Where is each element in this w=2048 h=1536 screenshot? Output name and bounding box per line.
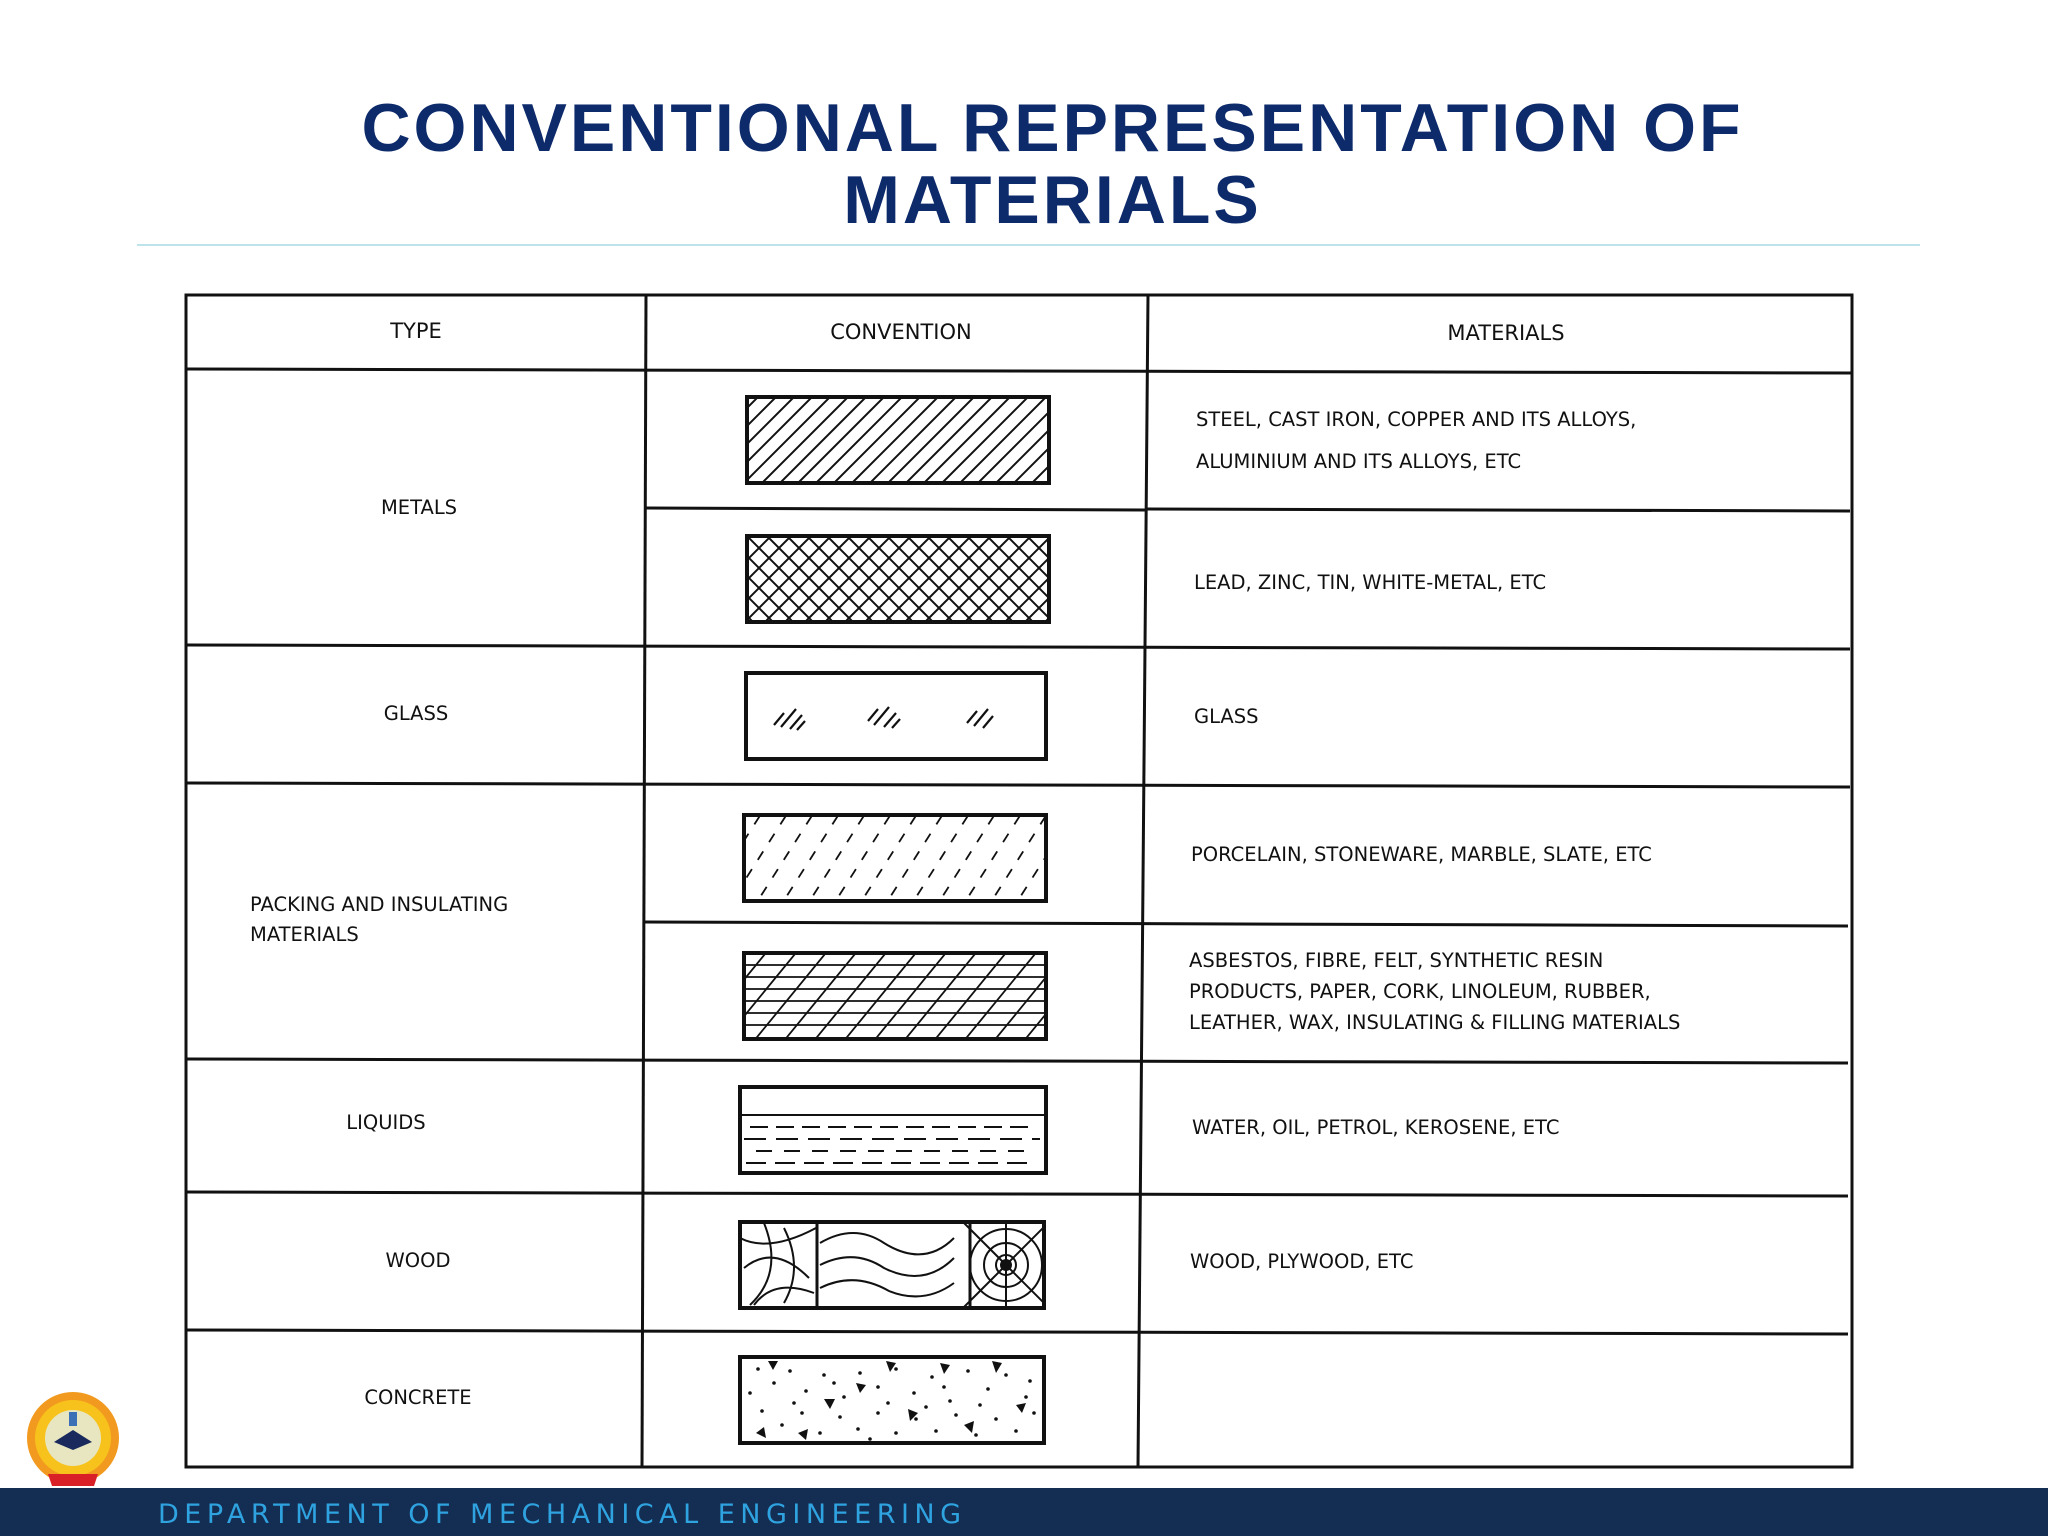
type-concrete: CONCRETE <box>364 1386 472 1409</box>
materials-row-4-line-1: PORCELAIN, STONEWARE, MARBLE, SLATE, ETC <box>1191 843 1652 866</box>
materials-row-5-line-1: ASBESTOS, FIBRE, FELT, SYNTHETIC RESIN <box>1189 949 1604 972</box>
table-grid <box>186 295 1852 1467</box>
convention-metals-steel <box>657 393 1140 498</box>
footer-department: DEPARTMENT OF MECHANICAL ENGINEERING <box>158 1499 967 1530</box>
convention-concrete <box>740 1357 1044 1443</box>
convention-porcelain <box>698 803 1106 913</box>
type-liquids: LIQUIDS <box>346 1111 426 1134</box>
title-divider <box>137 244 1920 246</box>
header-materials: MATERIALS <box>1447 321 1565 345</box>
type-glass: GLASS <box>383 702 449 725</box>
type-metals: METALS <box>380 496 458 519</box>
header-convention: CONVENTION <box>830 320 972 344</box>
materials-row-5-line-2: PRODUCTS, PAPER, CORK, LINOLEUM, RUBBER, <box>1189 980 1651 1003</box>
materials-row-6-line-1: WATER, OIL, PETROL, KEROSENE, ETC <box>1192 1116 1560 1139</box>
convention-liquids <box>740 1087 1046 1173</box>
slide-title-line-2: MATERIALS <box>843 162 1262 238</box>
materials-row-1-line-1: STEEL, CAST IRON, COPPER AND ITS ALLOYS, <box>1196 408 1637 431</box>
header-type: TYPE <box>390 319 442 343</box>
slide-title-line-1: CONVENTIONAL REPRESENTATION OF <box>361 90 1744 166</box>
type-wood: WOOD <box>385 1249 451 1272</box>
materials-row-1-line-2: ALUMINIUM AND ITS ALLOYS, ETC <box>1196 450 1522 473</box>
slide-title <box>0 92 2048 236</box>
materials-row-7-line-1: WOOD, PLYWOOD, ETC <box>1190 1250 1414 1273</box>
materials-row-3-line-1: GLASS <box>1194 705 1259 728</box>
convention-wood <box>740 1218 1046 1311</box>
convention-metals-lead <box>654 523 1144 633</box>
type-packing-line-1: PACKING AND INSULATING <box>250 893 509 916</box>
type-packing-line-2: MATERIALS <box>250 923 359 946</box>
convention-asbestos <box>684 943 1104 1053</box>
convention-glass <box>746 673 1046 759</box>
materials-row-5-line-3: LEATHER, WAX, INSULATING & FILLING MATERIALS <box>1189 1011 1681 1034</box>
materials-row-2-line-1: LEAD, ZINC, TIN, WHITE-METAL, ETC <box>1194 571 1547 594</box>
materials-table <box>184 293 1860 1473</box>
